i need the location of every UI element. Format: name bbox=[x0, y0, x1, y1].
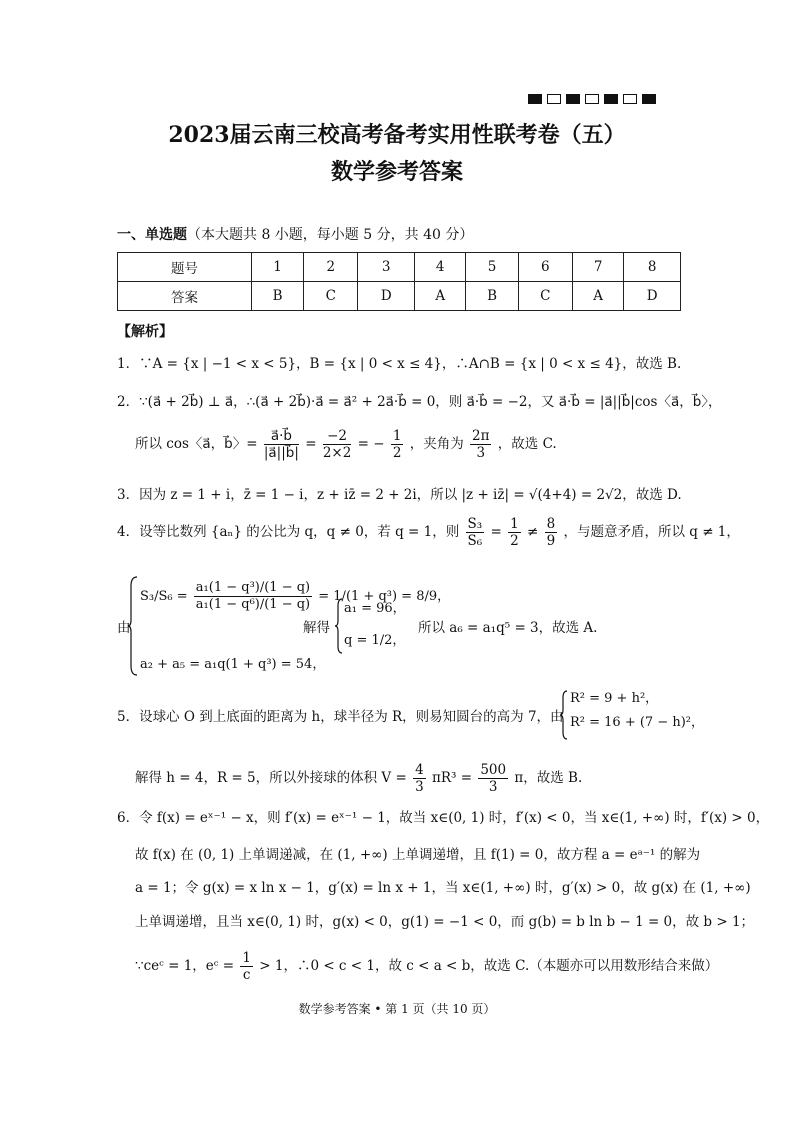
table-cell: A bbox=[415, 282, 466, 311]
solution-6-line4: 上单调递增，且当 x∈(0, 1) 时，g(x) < 0，g(1) = −1 < 0，而 g(b) = b ln b − 1 = 0，故 b > 1； bbox=[135, 914, 755, 930]
table-cell: 8 bbox=[624, 253, 681, 282]
solution-6-line3: a = 1；令 g(x) = x ln x − 1，g′(x) = ln x + 1，当 x∈(1, +∞) 时，g′(x) > 0，故 g(x) 在 (1, +∞) bbox=[135, 880, 751, 896]
section-heading bbox=[117, 224, 473, 244]
table-cell: D bbox=[358, 282, 415, 311]
denominator: 2 bbox=[510, 533, 519, 549]
numerator: S₃ bbox=[467, 516, 483, 532]
denominator: 3 bbox=[488, 779, 498, 795]
numerator: 500 bbox=[480, 762, 507, 778]
numerator: a⃗·b⃗ bbox=[264, 428, 299, 445]
numerator: 2π bbox=[472, 428, 490, 444]
solution-2-line1: 2．∵(a⃗ + 2b⃗) ⊥ a⃗，∴(a⃗ + 2b⃗)·a⃗ = a⃗² + 2a⃗·b⃗ = 0，则 a⃗·b⃗ = −2，又 a⃗·b⃗ = |a⃗||b⃗|cos〈a⃗，b⃗〉， bbox=[117, 394, 722, 410]
analysis-label: 【解析】 bbox=[117, 324, 173, 340]
mark-filled bbox=[642, 94, 656, 104]
table-row bbox=[118, 253, 681, 282]
numerator: 1 bbox=[392, 428, 402, 444]
denominator: c bbox=[242, 967, 251, 983]
solution-1: 1．∵A = {x | −1 < x < 5}，B = {x | 0 < x ≤ 4}，∴A∩B = {x | 0 < x ≤ 4}，故选 B. bbox=[117, 356, 682, 372]
header-marks bbox=[528, 94, 656, 104]
text: π，故选 B. bbox=[514, 770, 583, 786]
fraction bbox=[470, 428, 491, 461]
left-brace bbox=[128, 576, 138, 676]
table-cell: 4 bbox=[415, 253, 466, 282]
text: ，故选 C. bbox=[497, 436, 557, 452]
table-cell: A bbox=[572, 282, 623, 311]
row-header: 题号 bbox=[118, 253, 252, 282]
text: πR³ = bbox=[431, 770, 473, 786]
mark-hollow bbox=[547, 94, 561, 104]
solution-5-system-eq1: R² = 9 + h²， bbox=[570, 691, 659, 706]
denominator: 3 bbox=[476, 445, 486, 461]
text: > 1，∴0 < c < 1，故 c < a < b，故选 C.（本题亦可以用数形结合来做） bbox=[259, 958, 719, 974]
text: ∵ceᶜ = 1，eᶜ = bbox=[135, 958, 235, 974]
table-cell: 2 bbox=[304, 253, 358, 282]
text: 所以 cos〈a⃗，b⃗〉= bbox=[135, 436, 258, 452]
numerator: 1 bbox=[510, 516, 519, 532]
fraction bbox=[478, 762, 508, 795]
denominator: S₆ bbox=[467, 533, 483, 549]
table-cell: D bbox=[624, 282, 681, 311]
denominator: 2×2 bbox=[322, 445, 352, 461]
solution-4-you: 由 bbox=[117, 620, 131, 636]
text: 4．设等比数列 {aₙ} 的公比为 q，q ≠ 0，若 q = 1，则 bbox=[117, 524, 460, 540]
text: ，与题意矛盾，所以 q ≠ 1， bbox=[563, 524, 740, 540]
numerator: 4 bbox=[415, 762, 424, 778]
text: S₃/S₆ = bbox=[140, 589, 188, 604]
fraction bbox=[194, 580, 312, 613]
denominator: |a⃗||b⃗| bbox=[263, 445, 299, 461]
page-footer: 数学参考答案 • 第 1 页（共 10 页） bbox=[298, 1002, 496, 1016]
text: = 1/(1 + q³) = 8/9， bbox=[318, 589, 451, 604]
table-cell: 1 bbox=[251, 253, 303, 282]
answer-table bbox=[117, 252, 681, 311]
fraction bbox=[413, 762, 426, 795]
solution-4-sol2: q = 1/2， bbox=[344, 633, 406, 648]
table-cell: C bbox=[304, 282, 358, 311]
section-note: （本大题共 8 小题，每小题 5 分，共 40 分） bbox=[187, 227, 474, 243]
fraction bbox=[323, 428, 352, 461]
section-label: 一、单选题 bbox=[117, 227, 187, 243]
solution-5-system-eq2: R² = 16 + (7 − h)²， bbox=[570, 715, 705, 730]
page-subtitle: 数学参考答案 bbox=[330, 159, 463, 185]
fraction bbox=[508, 516, 521, 549]
table-row bbox=[118, 282, 681, 311]
solution-5-line2 bbox=[135, 762, 582, 795]
denominator: 2 bbox=[392, 445, 402, 461]
denominator: 9 bbox=[546, 533, 556, 549]
table-cell: B bbox=[251, 282, 303, 311]
text: ≠ bbox=[526, 524, 539, 540]
denominator: a₁(1 − q⁶)/(1 − q) bbox=[195, 597, 311, 612]
text: = bbox=[490, 524, 502, 540]
table-cell: 7 bbox=[572, 253, 623, 282]
table-cell: B bbox=[466, 282, 518, 311]
table-cell: 6 bbox=[518, 253, 572, 282]
text: = − bbox=[357, 436, 385, 452]
mark-hollow bbox=[585, 94, 599, 104]
solution-2-line2 bbox=[135, 428, 557, 461]
table-cell: 5 bbox=[466, 253, 518, 282]
left-brace bbox=[560, 690, 568, 740]
solution-6-line5 bbox=[135, 950, 718, 983]
solution-4-sol1: a₁ = 96， bbox=[344, 601, 406, 616]
solution-3: 3．因为 z = 1 + i，z̄ = 1 − i，z + iz̄ = 2 + 2i，所以 |z + iz̄| = √(4+4) = 2√2，故选 D. bbox=[117, 487, 682, 503]
numerator: a₁(1 − q³)/(1 − q) bbox=[195, 580, 311, 595]
solution-4-jiede: 解得 bbox=[303, 620, 330, 636]
text: = bbox=[305, 436, 317, 452]
fraction bbox=[466, 516, 485, 549]
solution-5-line1: 5．设球心 O 到上底面的距离为 h，球半径为 R，则易知圆台的高为 7，由 bbox=[117, 709, 564, 725]
mark-filled bbox=[528, 94, 542, 104]
table-cell: 3 bbox=[358, 253, 415, 282]
table-cell: C bbox=[518, 282, 572, 311]
mark-filled bbox=[604, 94, 618, 104]
text: ，夹角为 bbox=[409, 436, 464, 452]
mark-hollow bbox=[623, 94, 637, 104]
text: 解得 h = 4，R = 5，所以外接球的体积 V = bbox=[135, 770, 407, 786]
solution-6-line2: 故 f(x) 在 (0, 1) 上单调递减，在 (1, +∞) 上单调递增，且 f(1) = 0，故方程 a = eᵃ⁻¹ 的解为 bbox=[135, 847, 701, 863]
solution-4-end: 所以 a₆ = a₁q⁵ = 3，故选 A. bbox=[418, 620, 598, 636]
solution-4-system-eq2: a₂ + a₅ = a₁q(1 + q³) = 54， bbox=[140, 657, 326, 672]
solution-4-line1 bbox=[117, 516, 740, 549]
numerator: 1 bbox=[242, 950, 251, 966]
row-header: 答案 bbox=[118, 282, 252, 311]
mark-filled bbox=[566, 94, 580, 104]
denominator: 3 bbox=[415, 779, 424, 795]
page-title: 2023届云南三校高考备考实用性联考卷（五） bbox=[168, 122, 626, 148]
fraction bbox=[264, 428, 299, 461]
fraction bbox=[391, 428, 404, 461]
numerator: −2 bbox=[323, 428, 352, 445]
left-brace bbox=[335, 598, 343, 654]
solution-6-line1: 6．令 f(x) = eˣ⁻¹ − x，则 f′(x) = eˣ⁻¹ − 1，故当 x∈(0, 1) 时，f′(x) < 0，当 x∈(1, +∞) 时，f′(x) > 0， bbox=[117, 810, 770, 826]
fraction bbox=[240, 950, 253, 983]
fraction bbox=[545, 516, 558, 549]
numerator: 8 bbox=[546, 516, 556, 532]
